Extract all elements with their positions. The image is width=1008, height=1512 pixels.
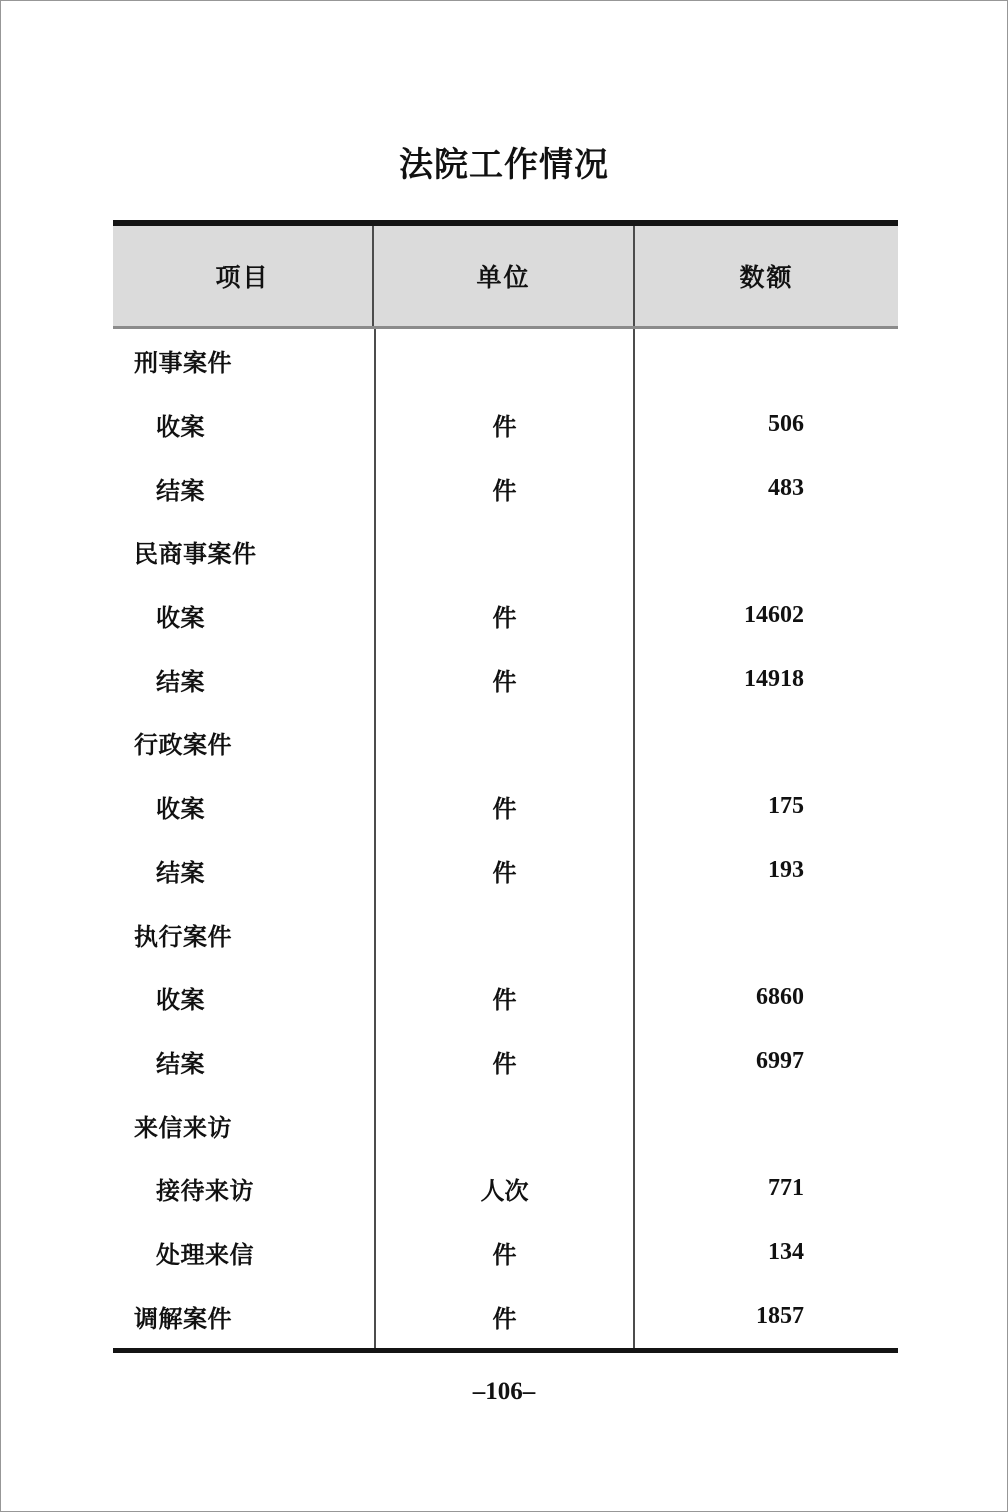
table-row <box>113 456 898 520</box>
table-row <box>113 1284 898 1348</box>
table-row <box>113 775 898 839</box>
table-row <box>113 584 898 648</box>
item-cell: 结案 <box>156 478 205 505</box>
unit-cell <box>374 520 635 584</box>
item-cell: 处理来信 <box>156 1242 254 1269</box>
table-row <box>113 1093 898 1157</box>
unit-cell <box>374 711 635 775</box>
unit-cell: 件 <box>374 966 635 1030</box>
item-cell: 来信来访 <box>134 1115 232 1142</box>
unit-cell: 人次 <box>374 1157 635 1221</box>
amount-cell: 14918 <box>744 665 804 692</box>
table-row <box>113 520 898 584</box>
table-row <box>113 393 898 457</box>
table-row <box>113 1221 898 1285</box>
item-cell: 民商事案件 <box>134 542 257 569</box>
table-row <box>113 966 898 1030</box>
amount-cell: 134 <box>768 1238 804 1265</box>
amount-cell: 14602 <box>744 602 804 629</box>
item-cell: 收案 <box>156 797 205 824</box>
amount-cell: 6860 <box>756 984 804 1011</box>
amount-cell: 483 <box>768 474 804 501</box>
table-row <box>113 1030 898 1094</box>
amount-cell <box>635 711 898 775</box>
table-row <box>113 647 898 711</box>
amount-cell: 771 <box>768 1175 804 1202</box>
item-cell: 结案 <box>156 1051 205 1078</box>
table-row <box>113 839 898 903</box>
header-cell-amount: 数额 <box>739 265 794 292</box>
amount-cell <box>635 520 898 584</box>
item-cell: 接待来访 <box>156 1179 254 1206</box>
page-title: 法院工作情况 <box>399 147 609 184</box>
item-cell: 收案 <box>156 988 205 1015</box>
amount-cell: 1857 <box>756 1302 804 1329</box>
header-cell-unit: 单位 <box>374 226 635 326</box>
unit-cell: 件 <box>374 647 635 711</box>
amount-cell <box>635 1093 898 1157</box>
unit-cell <box>374 902 635 966</box>
unit-cell <box>374 1093 635 1157</box>
table-row <box>113 1157 898 1221</box>
table-row <box>113 711 898 775</box>
table-row <box>113 902 898 966</box>
table-bottom-rule <box>113 1348 898 1353</box>
item-cell: 结案 <box>156 669 205 696</box>
amount-cell: 6997 <box>756 1047 804 1074</box>
page-number: –106– <box>472 1378 536 1405</box>
table-body <box>113 329 898 1348</box>
unit-cell: 件 <box>374 393 635 457</box>
item-cell: 行政案件 <box>134 733 232 760</box>
court-work-table <box>113 220 898 1353</box>
item-cell: 收案 <box>156 415 205 442</box>
unit-cell <box>374 329 635 393</box>
item-cell: 刑事案件 <box>134 351 232 378</box>
unit-cell: 件 <box>374 839 635 903</box>
table-row <box>113 329 898 393</box>
amount-cell: 175 <box>768 793 804 820</box>
amount-cell <box>635 329 898 393</box>
unit-cell: 件 <box>374 1030 635 1094</box>
unit-cell: 件 <box>374 456 635 520</box>
item-cell: 结案 <box>156 860 205 887</box>
unit-cell: 件 <box>374 1284 635 1348</box>
amount-cell <box>635 902 898 966</box>
amount-cell: 506 <box>768 411 804 438</box>
header-cell-item: 项目 <box>113 226 374 326</box>
table-header-row <box>113 226 898 329</box>
unit-cell: 件 <box>374 584 635 648</box>
amount-cell: 193 <box>768 856 804 883</box>
unit-cell: 件 <box>374 1221 635 1285</box>
item-cell: 调解案件 <box>134 1306 232 1333</box>
item-cell: 收案 <box>156 606 205 633</box>
item-cell: 执行案件 <box>134 924 232 951</box>
unit-cell: 件 <box>374 775 635 839</box>
